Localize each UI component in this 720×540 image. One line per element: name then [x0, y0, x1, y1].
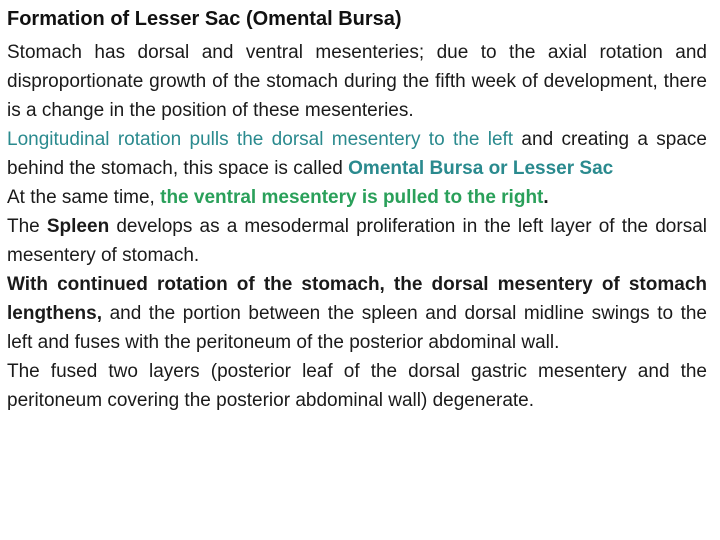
spleen-lead: The: [7, 216, 47, 237]
page-title: Formation of Lesser Sac (Omental Bursa): [7, 8, 402, 30]
continued-rotation-bold: With continued rotation of the stomach, the dorsal mesentery of stomach lengthens,: [7, 274, 707, 324]
rotation-text: and creating a space behind the stomach, this space is called: [7, 129, 708, 179]
paragraph-mesenteries: Stomach has dorsal and ventral mesenteries; due to the axial rotation and disproportionate growth of the stomach during the fifth week of development, there is a change in the position of these mesenteries.: [7, 42, 707, 121]
paragraph-ventral-mesentery: [7, 183, 707, 212]
continued-rotation-rest: and the portion between the spleen and dorsal midline swings to the left and fuses with the peritoneum of the posterior abdominal wall.: [7, 303, 707, 353]
omental-bursa-term: Omental Bursa or Lesser Sac: [348, 158, 614, 179]
paragraph-longitudinal-rotation: [7, 125, 707, 183]
spleen-rest: develops as a mesodermal proliferation in the left layer of the dorsal mesentery of stomach.: [7, 216, 707, 266]
paragraph-continued-rotation: [7, 270, 707, 357]
body-text: [7, 38, 707, 415]
ventral-end: .: [543, 187, 549, 208]
ventral-lead: At the same time,: [7, 187, 161, 208]
spleen-term: Spleen: [46, 216, 110, 237]
paragraph-spleen: [7, 212, 707, 270]
ventral-highlight: the ventral mesentery is pulled to the right: [160, 187, 544, 208]
paragraph-fused-layers: The fused two layers (posterior leaf of the dorsal gastric mesentery and the peritoneum covering the posterior abdominal wall) degenerate.: [7, 361, 707, 411]
rotation-highlight: Longitudinal rotation pulls the dorsal mesentery to the left: [7, 129, 514, 150]
